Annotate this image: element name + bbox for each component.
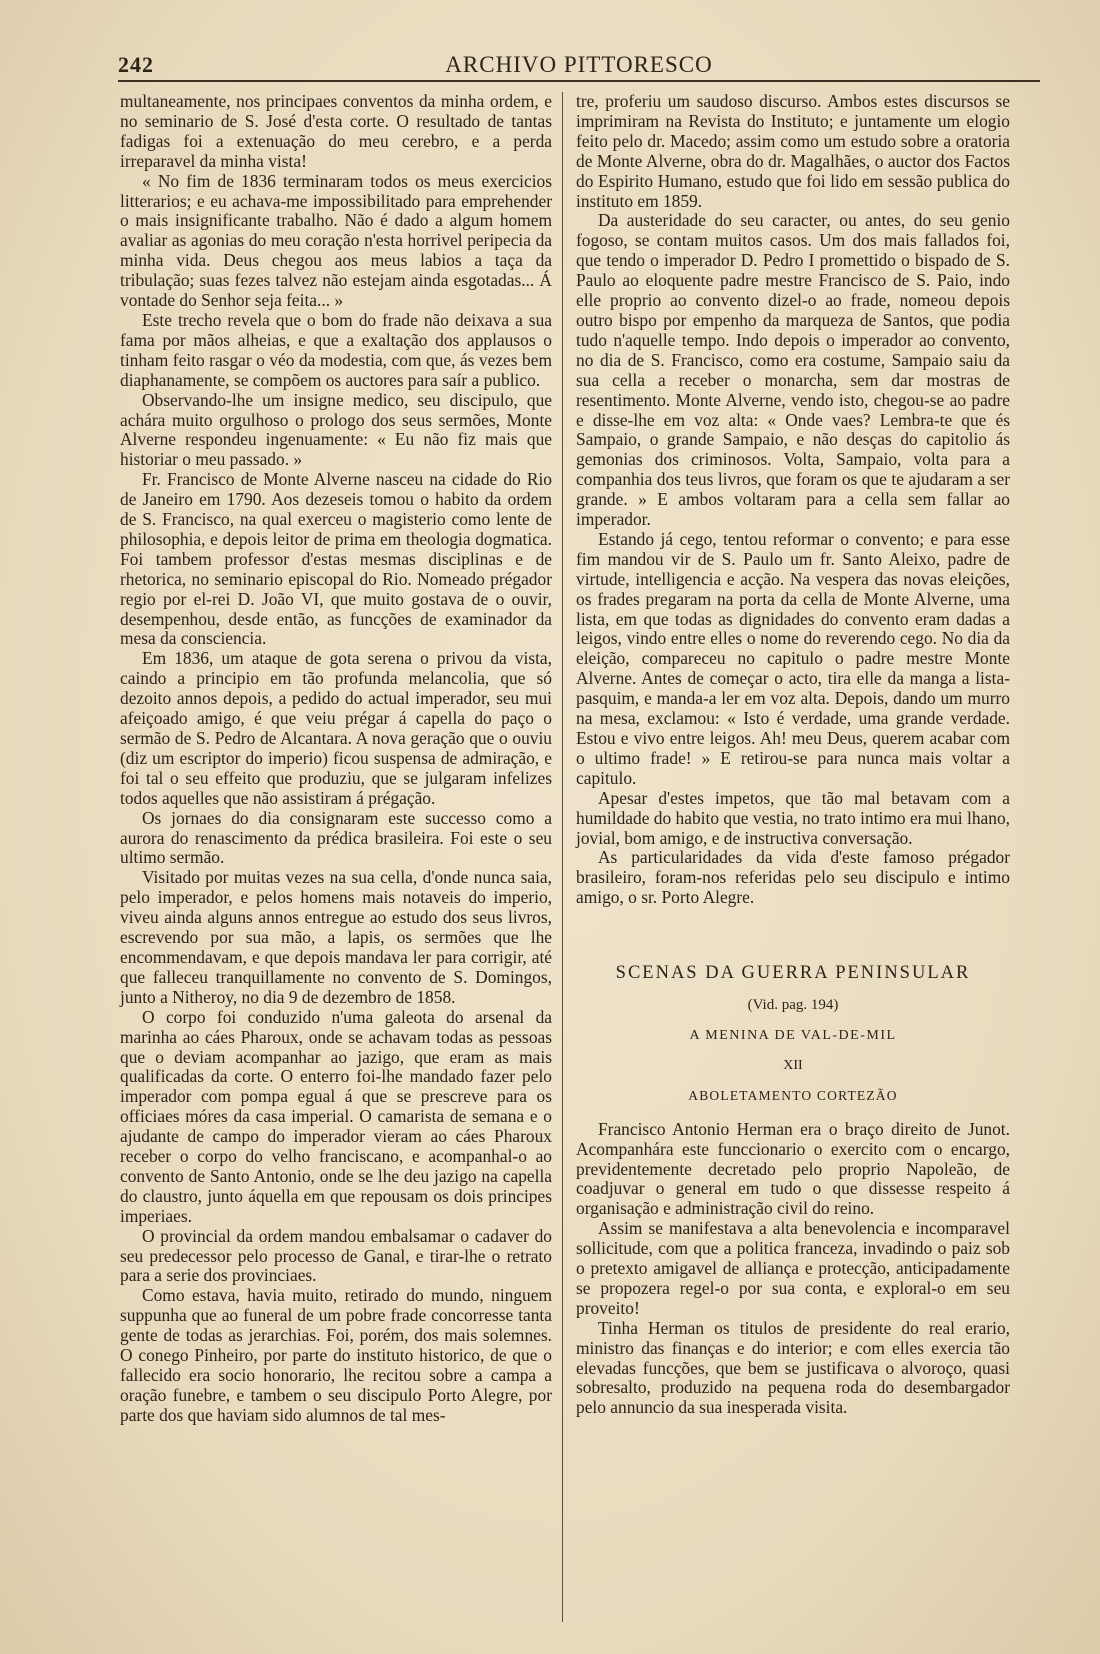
paragraph: Tinha Herman os titulos de presidente do real erario, ministro das finanças e do interior; e com elles exercia tão elevadas funcções, que bem se justificava o alvoroço, quasi sobresalto, produzido na pequena roda do desembargador pelo annuncio da sua inesperada visita. xyxy=(576,1317,1010,1418)
running-title: ARCHIVO PITTORESCO xyxy=(445,52,713,77)
paragraph: O corpo foi conduzido n'uma galeota do arsenal da marinha ao cáes Pharoux, onde se achavam todas as pessoas que o deviam acompanhar ao jazigo, que eram as mais qualificadas da corte. O enterro foi-lhe mandado fazer pelo imperador com pompa egual á que se prescreve para os officiaes móres da casa imperial. O camarista de semana e o ajudante de campo do imperador vieram ao cáes Pharoux receber o corpo do velho franciscano, e acompanhal-o ao convento de Santo Antonio, onde se lhe deu jazigo na capella do claustro, junto áquella em que repousam os dois principes imperiaes. xyxy=(120,1006,552,1226)
page-header xyxy=(118,48,1040,84)
header-rule xyxy=(118,80,1040,82)
paragraph: Em 1836, um ataque de gota serena o privou da vista, caindo a principio em tão profunda melancolia, que só dezoito annos depois, a pedido do actual imperador, seu mui afeiçoado amigo, é que veiu prégar á capella do paço o sermão de S. Pedro de Alcantara. A nova geração que o ouviu (diz um escriptor do imperio) ficou suspensa de admiração, e foi tal o seu effeito que produziu, que se julgaram infelizes todos aquelles que não assistiram á prégação. xyxy=(120,648,552,808)
right-column-top xyxy=(576,92,1010,908)
paragraph: tre, proferiu um saudoso discurso. Ambos estes discursos se imprimiram na Revista do Instituto; e juntamente um elogio feito pelo dr. Macedo; assim como um estudo sobre a oratoria de Monte Alverne, obra do dr. Magalhães, o auctor dos Factos do Espirito Humano, estudo que foi lido em sessão publica do instituto em 1859. xyxy=(576,91,1010,211)
section-reference: (Vid. pag. 194) xyxy=(747,997,839,1014)
right-column xyxy=(576,92,1010,1418)
chapter-title: ABOLETAMENTO CORTEZÃO xyxy=(688,1087,898,1103)
paragraph: O provincial da ordem mandou embalsamar o cadaver do seu predecessor pelo processo de Ganal, e tirar-lhe o retrato para a serie dos provinciaes. xyxy=(120,1225,552,1286)
paragraph: Visitado por muitas vezes na sua cella, d'onde nunca saia, pelo imperador, e pelos homens mais notaveis do imperio, viveu ainda alguns annos entregue ao estudo dos seus livros, escrevendo por sua mão, a lapis, os sermões que lhe encommendavam, e que depois mandava ler para corrigir, até que falleceu tranquillamente no convento de S. Domingos, junto a Nitheroy, no dia 9 de dezembro de 1858. xyxy=(120,867,552,1007)
paragraph: multaneamente, nos principaes conventos da minha ordem, e no seminario de S. José d'esta corte. O resultado de tantas fadigas foi a extenuação do meu cerebro, e a perda irreparavel da minha vista! xyxy=(120,91,552,171)
right-column-bottom xyxy=(576,1120,1010,1419)
paragraph: Assim se manifestava a alta benevolencia e incomparavel sollicitude, com que a politica franceza, invadindo o paiz sob o pretexto amigavel de alliança e protecção, anticipadamente se propozera regel-o por sua conta, e exploral-o em seu proveito! xyxy=(576,1218,1010,1318)
section-title: SCENAS DA GUERRA PENINSULAR xyxy=(615,963,971,984)
column-divider xyxy=(562,92,563,1622)
paragraph: Estando já cego, tentou reformar o convento; e para esse fim mandou vir de S. Paulo um fr. Santo Aleixo, padre de virtude, intelligencia e acção. Na vespera das novas eleições, os frades pregaram na porta da cella de Monte Alverne, uma lista, em que todas as dignidades do convento eram dadas a leigos, vindo entre elles o nome do reverendo cego. No dia da eleição, compareceu no capitulo o padre mestre Monte Alverne. Antes de começar o acto, tira elle da manga a lista-pasquim, e manda-a ler em voz alta. Depois, dando um murro na mesa, exclamou: « Isto é verdade, uma grande verdade. Estou e vivo entre leigos. Ah! meu Deus, querem acabar com o ultimo frade! » E retirou-se para nunca mais voltar a capitulo. xyxy=(576,528,1010,788)
paragraph: Francisco Antonio Herman era o braço direito de Junot. Acompanhára este funccionario o exercito com o encargo, previdentemente decretado pelo proprio Napoleão, de coadjuvar o general em tudo o que dissesse respeito á organisação e administração civil do reino. xyxy=(576,1118,1010,1219)
paragraph: Como estava, havia muito, retirado do mundo, ninguem suppunha que ao funeral de um pobre frade concorresse tanta gente de todas as jerarchias. Foi, porém, dos mais solemnes. O conego Pinheiro, por parte do instituto historico, de que o fallecido era socio honorario, lhe recitou sobre a campa a oração funebre, e tambem o seu discipulo Porto Alegre, por parte dos que haviam sido alumnos de tal mes- xyxy=(120,1285,552,1425)
paragraph: As particularidades da vida d'este famoso prégador brasileiro, foram-nos referidas pelo seu discipulo e intimo amigo, o sr. Porto Alegre. xyxy=(576,847,1010,908)
paragraph: Fr. Francisco de Monte Alverne nasceu na cidade do Rio de Janeiro em 1790. Aos dezeseis tomou o habito da ordem de S. Francisco, na qual exerceu o magisterio como lente de philosophia, e depois leitor de prima em theologia dogmatica. Foi tambem professor d'estas mesmas disciplinas e de rhetorica, no seminario episcopal do Rio. Nomeado prégador regio por el-rei D. João VI, que muito gostava de o ouvir, desempenhou, desde então, as funcções de examinador da mesa da consciencia. xyxy=(120,469,552,649)
paragraph: Da austeridade do seu caracter, ou antes, do seu genio fogoso, se contam muitos casos. Um dos mais fallados foi, que tendo o imperador D. Pedro I promettido o bispado de S. Paulo ao eloquente padre mestre Francisco de S. Paio, indo elle proprio ao convento dizel-o ao frade, nomeou depois outro bispo por empenho da marqueza de Santos, que podia tudo n'aquelle tempo. Indo depois o imperador ao convento, no dia de S. Francisco, como era costume, Sampaio saiu da sua cella a receber o monarcha, sem dar mostras de resentimento. Monte Alverne, vendo isto, chegou-se ao padre e disse-lhe em voz alta: « Onde vaes? Lembra-te que és Sampaio, o grande Sampaio, e não desças do capitolio ás gemonias dos criminosos. Volta, Sampaio, volta para a companhia dos teus livros, que foram os que te ajudaram a ser grande. » E ambos voltaram para a cella sem fallar ao imperador. xyxy=(576,210,1010,530)
paragraph: Apesar d'estes impetos, que tão mal betavam com a humildade do habito que vestia, no trato intimo era mui lhano, jovial, bom amigo, e de instructiva conversação. xyxy=(576,787,1010,848)
paragraph: « No fim de 1836 terminaram todos os meus exercicios litterarios; e eu achava-me impossibilitado para emprehender o mais insignificante trabalho. Não é dado a algum homem avaliar as agonias do meu coração n'esta horrivel peripecia da minha vida. Deus chegou aos meus labios a taça da tribulação; suas fezes talvez não estejam ainda esgotadas... Á vontade do Senhor seja feita... » xyxy=(120,170,552,311)
page-number: 242 xyxy=(118,52,154,77)
section-heading xyxy=(576,964,1010,1106)
paragraph: Observando-lhe um insigne medico, seu discipulo, que achára muito orgulhoso o prologo dos seus sermões, Monte Alverne respondeu ingenuamente: « Eu não fiz mais que historiar o meu passado. » xyxy=(120,389,552,470)
section-subtitle: A MENINA DE VAL-DE-MIL xyxy=(689,1027,897,1043)
paragraph: Os jornaes do dia consignaram este successo como a aurora do renascimento da prédica brasileira. Foi este o seu ultimo sermão. xyxy=(120,807,552,868)
left-column xyxy=(120,92,552,1426)
paragraph: Este trecho revela que o bom do frade não deixava a sua fama por mãos alheias, e que a exaltação dos applausos o tinham feito rasgar o véo da modestia, com que, ás vezes bem diaphanamente, se compõem os auctores para saír a publico. xyxy=(120,309,552,390)
chapter-number: XII xyxy=(783,1057,803,1073)
